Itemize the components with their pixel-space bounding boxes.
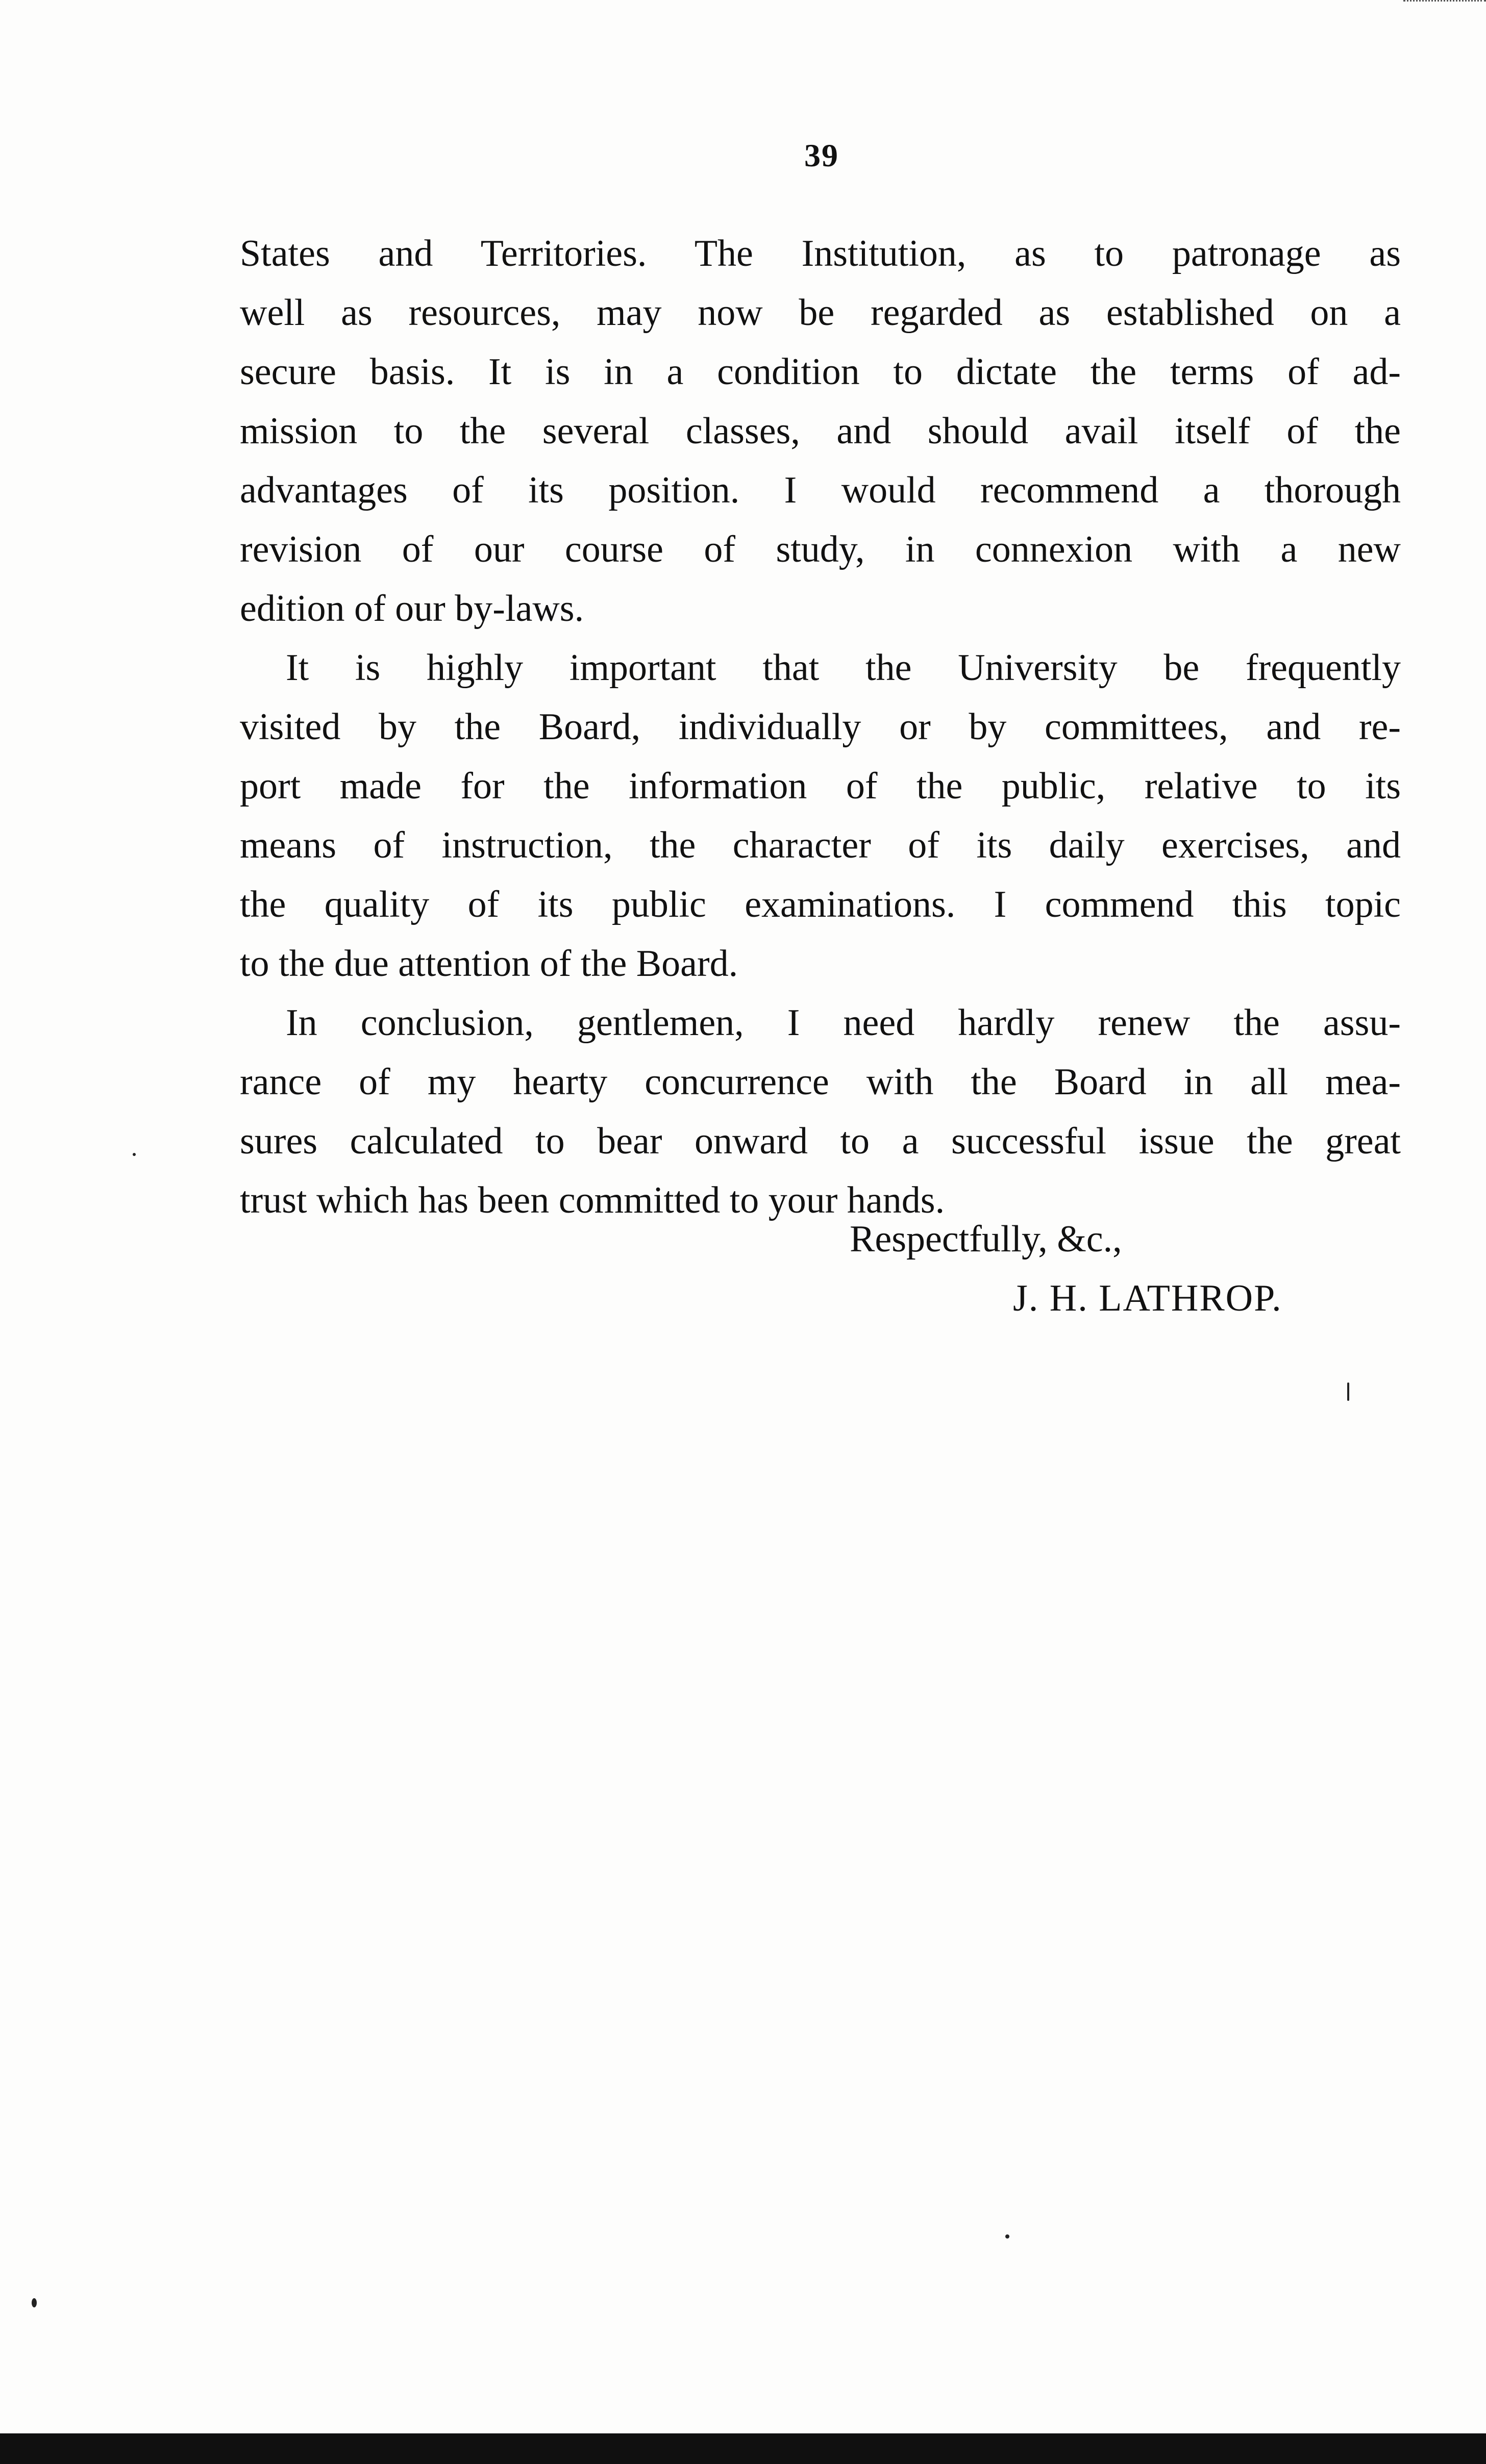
text-line-10: port made for the information of the public, relative to its (240, 765, 1401, 807)
text-line-3: secure basis. It is in a condition to dictate the terms of ad- (240, 351, 1401, 393)
text-line-5: advantages of its position. I would recommend a thorough (240, 469, 1401, 511)
print-speck (1347, 1382, 1349, 1401)
text-line-17: trust which has been committed to your hands. (240, 1179, 945, 1221)
text-line-15: rance of my hearty concurrence with the Board in all mea- (240, 1061, 1401, 1103)
text-line-8: It is highly important that the University be frequently (286, 647, 1401, 689)
signature: J. H. LATHROP. (1013, 1277, 1282, 1319)
print-speck (133, 1153, 136, 1156)
top-edge-dotted-rule (1403, 0, 1486, 9)
page-number: 39 (804, 137, 839, 173)
text-line-12: the quality of its public examinations. I commend this topic (240, 884, 1401, 925)
text-line-7: edition of our by-laws. (240, 588, 584, 630)
scan-bottom-border (0, 2433, 1486, 2464)
text-line-9: visited by the Board, individually or by committees, and re- (240, 706, 1401, 748)
text-line-13: to the due attention of the Board. (240, 943, 738, 985)
text-line-2: well as resources, may now be regarded as established on a (240, 292, 1401, 334)
print-speck (1005, 2234, 1009, 2239)
closing-salutation: Respectfully, &c., (850, 1218, 1122, 1260)
text-line-11: means of instruction, the character of its daily exercises, and (240, 824, 1401, 866)
text-line-16: sures calculated to bear onward to a successful issue the great (240, 1120, 1401, 1162)
print-speck (32, 2298, 37, 2307)
text-line-6: revision of our course of study, in connexion with a new (240, 529, 1401, 570)
text-line-4: mission to the several classes, and should avail itself of the (240, 410, 1401, 452)
text-line-14: In conclusion, gentlemen, I need hardly renew the assu- (286, 1002, 1401, 1044)
text-line-1: States and Territories. The Institution, as to patronage as (240, 233, 1401, 274)
